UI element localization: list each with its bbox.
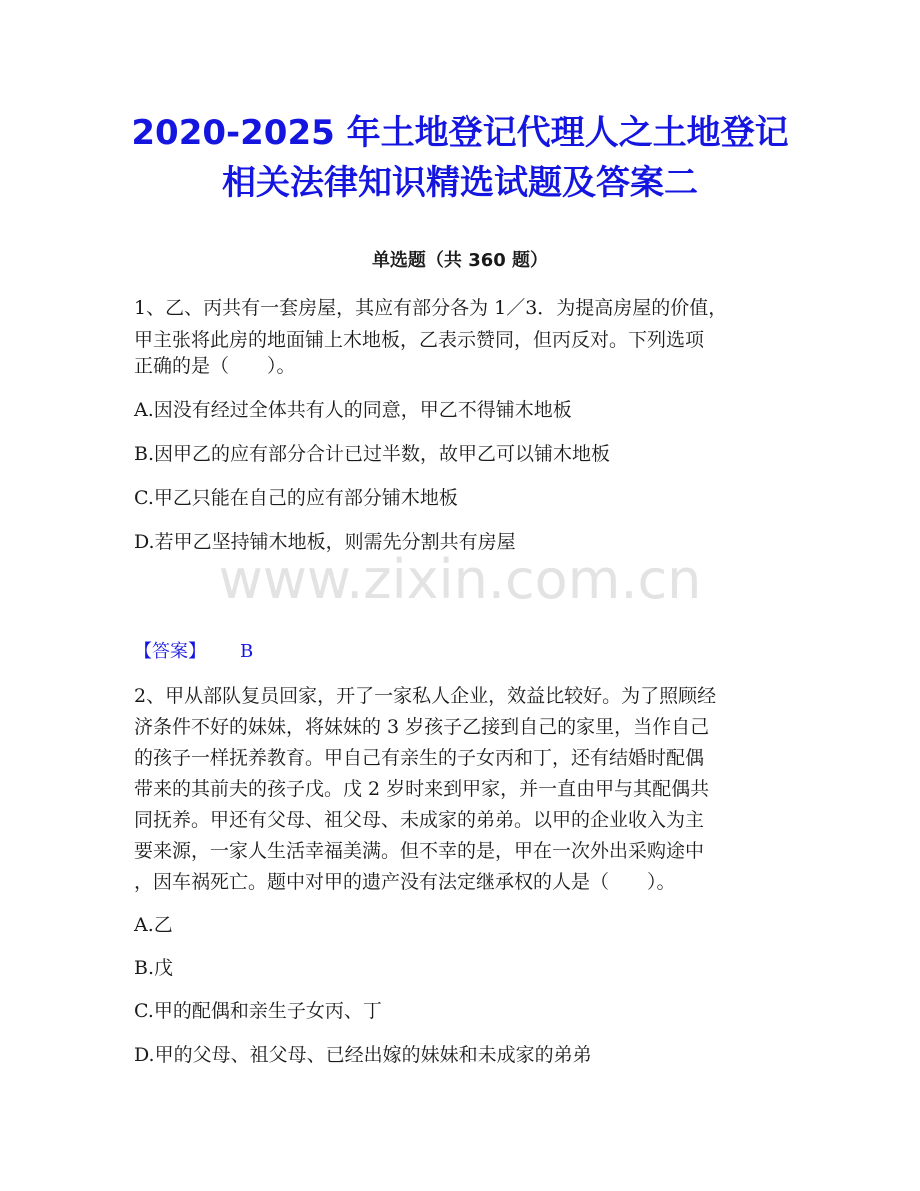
watermark: www.zixin.com.cn [218,548,702,611]
question-2-stem-line: 的孩子一样抚养教育。甲自己有亲生的子女丙和丁，还有结婚时配偶 [134,747,705,769]
question-1-option-a: A.因没有经过全体共有人的同意，甲乙不得铺木地板 [134,399,572,421]
question-1-option-b: B.因甲乙的应有部分合计已过半数，故甲乙可以铺木地板 [134,443,611,465]
section-heading: 单选题（共 360 题） [371,250,549,271]
question-1-stem-line: 1、乙、丙共有一套房屋，其应有部分各为 1／3．为提高房屋的价值， [134,297,728,319]
answer-value: B [240,641,254,662]
question-2-stem-line: 同抚养。甲还有父母、祖父母、未成家的弟弟。以甲的企业收入为主 [134,809,705,831]
question-2-option-b: B.戊 [134,957,174,979]
question-1-option-c: C.甲乙只能在自己的应有部分铺木地板 [134,487,458,509]
question-1-stem-line: 正确的是（ ）。 [134,355,296,377]
question-2-stem-line: 要来源，一家人生活幸福美满。但不幸的是，甲在一次外出采购途中 [134,840,705,862]
question-1-answer [134,636,253,668]
question-2-option-d: D.甲的父母、祖父母、已经出嫁的妹妹和未成家的弟弟 [134,1044,592,1066]
question-2-stem-line: ，因车祸死亡。题中对甲的遗产没有法定继承权的人是（ ）。 [134,871,676,893]
question-2-option-a: A.乙 [134,914,173,936]
answer-label: 【答案】 [134,641,206,662]
question-2-option-c: C.甲的配偶和亲生子女丙、丁 [134,1000,382,1022]
document-title-line-1: 2020-2025 年土地登记代理人之土地登记 [131,113,789,153]
question-2-stem-line: 济条件不好的妹妹，将妹妹的 3 岁孩子乙接到自己的家里，当作自己 [134,716,710,738]
question-1-option-d: D.若甲乙坚持铺木地板，则需先分割共有房屋 [134,531,516,553]
question-1-stem-line: 甲主张将此房的地面铺上木地板，乙表示赞同，但丙反对。下列选项 [134,329,705,351]
question-2-stem-line: 带来的其前夫的孩子戊。戊 2 岁时来到甲家，并一直由甲与其配偶共 [134,778,710,800]
document-title-line-2: 相关法律知识精选试题及答案二 [222,163,698,203]
question-2-stem-line: 2、甲从部队复员回家，开了一家私人企业，效益比较好。为了照顾经 [134,685,717,707]
